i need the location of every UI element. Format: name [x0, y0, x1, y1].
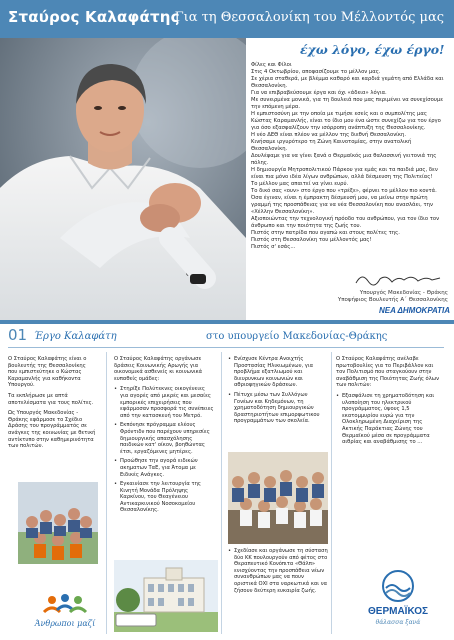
letter-paragraph: Η εμπιστοσύνη με την οποία με τιμήσε εσείς και ο συμπολίτης μας Κώστας Καραμανλής, είναι το ίδιο μου ένα ώστε συνεχίζω για τον έργο για όσο εξασφαλίζουν την ισόρροπη ανάπτυξη της Θεσσαλονίκης. — [251, 111, 441, 131]
column-separator — [221, 352, 222, 634]
signature — [352, 270, 444, 288]
letter-paragraph: Πιστός στην πατρίδα που αγαπώ και στους πολίτες της. — [251, 230, 400, 236]
letter-paragraph: Όσα έγιναν, είναι η έμπρακτη δέσμευσή μου, να μείνω στην πρώτη γραμμή της προσπάθειας για να νέα Θεσσαλονίκη που ανασλάει, την «Χέλλην Θεσσαλονίκη». — [251, 195, 433, 215]
letter-paragraph: Πιστός στη Θεσσαλονίκη του μέλλοντός μας! — [251, 237, 372, 243]
thermaikos-logo — [352, 566, 444, 630]
letter-paragraph: Φίλες και Φίλοι — [251, 62, 292, 68]
col4-intro: Ο Σταύρος Καλαφάτης ανέλαβε πρωτοβουλίες για το Περιβάλλον και τον Πολιτισμό που σταγκούουν στην αναβάθμιση της Ποιότητας Ζωής όλων των πολιτών: — [336, 356, 440, 389]
col2-bullet: • Εκπόνησε πρόγραμμα ελέους Φρόντιδν που παρέχουν υπηρεσίες δημιουργικής απασχόλησης παιδικών κατ' οίκον, βοηθώντας έτσι, εργαζόμενες μητέρες. — [114, 422, 214, 455]
column-separator — [331, 352, 332, 634]
letter-body — [251, 62, 449, 251]
col2-bullet: • Εγκαινίασε την λειτουργία της Κινητή Μονάδα Πρόληψης Καρκίνου, του Θεαγένειου Αντικαρκινικού Νοσοκομείου Θεσσαλονίκης. — [114, 481, 214, 514]
letter-paragraph: Πιστός σ' εσάς... — [251, 244, 296, 250]
thermaikos-logo-subtitle: θάλασσα ξανά — [375, 619, 421, 626]
crowd-photo — [228, 452, 328, 544]
section-divider — [0, 320, 454, 324]
candidate-name: Σταύρος Καλαφάτης — [8, 8, 180, 26]
column-3 — [228, 356, 328, 428]
party-name: ΝΕΑ ΔΗΜΟΚΡΑΤΙΑ — [378, 306, 450, 315]
building-illustration — [114, 560, 218, 632]
letter-paragraph: Σε χέρια σταθερά, με βλέμμα καθαρό και καρδιά γεμάτη από Ελλάδα και Θεσσαλονίκη. — [251, 76, 444, 89]
letter-paragraph: Κινήσαμε ιργυρότερο τη Ζώνη Καινοτομίας, στην ανατολική Θεσσαλονίκη. — [251, 139, 412, 152]
signature-caption — [290, 290, 448, 304]
signature-role-1: Υπουργός Μακεδονίας - Θράκης — [359, 290, 448, 296]
children-photo — [18, 482, 98, 564]
letter-paragraph: Το δικό σας «ουν» στο έργο που «τρέξε», φέρνει το μέλλον πιο κοντά. — [251, 188, 437, 194]
slogan: έχω λόγο, έχω έργο! — [300, 42, 445, 57]
column-4 — [336, 356, 444, 449]
section-rule — [8, 347, 444, 348]
col4-list — [336, 393, 444, 446]
column-3-bottom — [228, 548, 328, 594]
column-2 — [114, 356, 214, 517]
building-photo — [114, 560, 218, 632]
column-separator — [106, 352, 107, 634]
section-subtitle: στο υπουργείο Μακεδονίας-Θράκης — [206, 331, 388, 342]
header-bar — [0, 0, 454, 38]
svg-text:Άνθρωποι μαζί: Άνθρωποι μαζί — [34, 619, 96, 628]
col2-list — [114, 386, 214, 514]
col1-paragraph: Ως Υπουργός Μακεδονίας - Θράκης εφάρμοσε το Σχέδιο Δράσης του προγράμματός σε ανάγκες της κοινωνίας με θετική αντίκτυπο στην καθημερινότητα των πολιτών. — [8, 410, 96, 450]
col1-paragraph: Ο Σταύρος Καλαφάτης είναι ο βουλευτής της Θεσσαλονίκης που εμπιστεύτηκε ο Κώστας Καραμανλής για καθήκοντα Υπουργού. — [8, 356, 87, 389]
col3-bottom-bullet: • Σχεδίασε και οργάνωσε τη σύσταση δύο ΚΚ πουλουργούν από φέτος στο Θεραπευτικό Κονόπιτα «Θάλπ» ενισχύοντας την προσπάθεια νέων συνανθρώπων μας να πουν οριστικά ΟΧΙ στα ναρκωτικά και να ζήσουν δεύτερη ευκαιρία ζωής. — [228, 548, 328, 594]
signature-role-2: Υποψήφιος Βουλευτής Α΄ Θεσσαλονίκης — [337, 297, 448, 303]
col3-bullet: • Πέτυχε μέσω των Συλλόγων Γονέων και Κηδεμόνων, τη χρηματοδότηση δημιουργικών δραστηριοτήτων επιμορφωτικου προγραμμάτων των σκολεία. — [228, 392, 328, 425]
column-1 — [8, 356, 96, 454]
col2-intro: Ο Σταύρος Καλαφάτης οργάνωσε δράσεις Κοινωνικής Αρωγής για οικονομικά ασθενείς κι κοινωνικά ευπαθείς ομάδες: — [114, 356, 203, 382]
section-number: 01 — [8, 326, 28, 344]
col1-paragraph: Τα εκπλήρωσε με απτά αποτελέσματα για τους πολίτες. — [8, 392, 94, 406]
col2-bullet: • Προώθησε την αγορά ειδικών ακηματων ΤαΕ, για Άτομα με Ειδικές Ανάγκες. — [114, 458, 214, 478]
children-illustration — [18, 482, 98, 564]
col4-bullet: • Εξασφάλισε τη χρηματοδότηση και υλοποίηση του ηλεκτρικού προγράμματος, ύψους 1,5 εκατομμυρίου ευρώ για την Ολοκληρωμένη Διαχείριση της Ακτικής Παράκτιας Ζώνης του Θερμαϊκού μέσα σε προγράμματα αιθρίας και αναβάθμισης το ... — [336, 393, 444, 446]
col3-list — [228, 356, 328, 425]
section-title: Έργο Καλαφάτη — [34, 331, 117, 342]
letter-paragraph: Με συνειρμένα μονικά, για τη δουλειά που μας περιμένει να συνεχίσουμε την επόμενη μέρα. — [251, 97, 444, 110]
col2-bullet: • Στηρίξε Πολύτεκνες οικογένειες για αγορές από μικρές και μεσαίες εμπορικές επιχειρήσεις που εφάρμοσαν προσφορά τις συνέπειες από την κατασκευή του Μετρό. — [114, 386, 214, 419]
letter-paragraph: Στις 4 Οκτωβρίου, αποφασίζουμε το μέλλον μας. — [251, 69, 381, 75]
letter-paragraph: Για να επιβραβεύσουμε έργα και όχι «άδεια» λόγια. — [251, 90, 387, 96]
portrait-illustration — [0, 38, 246, 320]
candidate-portrait — [0, 38, 246, 320]
header-tagline: Για τη Θεσσαλονίκη του Μέλλοντός μας — [174, 10, 444, 25]
letter-paragraph: Δουλέψαμε για να γίνει ξανά ο Θερμαϊκός μια θαλασσινή γειτονιά της πόλης. — [251, 153, 437, 166]
thermaikos-logo-title: ΘΕΡΜΑΪΚΟΣ — [368, 606, 428, 617]
col3-bullet: • Ενίσχυσε Κέντρα Ανοιχτής Προστασίας Ηλικιωμένων, για προβλήμα εξατλιωμού και διευρυνκων κοινωνιών και αθριοψηγικών δράσεων. — [228, 356, 328, 389]
letter-paragraph: Αξιοποιώντας την τεχνολογική πρόοδο του ανθρώπου, για τον ίδιο τον άνθρωπο και την ποιότητα της ζωής του. — [251, 216, 440, 229]
crowd-illustration — [228, 452, 328, 544]
letter-paragraph: Η δημιουργία Μητροπολιτικού Πάρκου για εμάς και τα παιδιά μας, δεν είναι πια μόνο ιδέα λίγων ανθρώπων, αλλά δέσμευση της Πολιτείας! — [251, 167, 438, 180]
letter-paragraph: Η νέο ΔΕΘ είναι πλέον να μέλλον της διεθνή Θεσσαλονίκη. — [251, 132, 407, 138]
letter-paragraph: Το μέλλον μας απαιτεί να γίνει ευρύ. — [251, 181, 349, 187]
people-together-logo — [30, 590, 100, 632]
